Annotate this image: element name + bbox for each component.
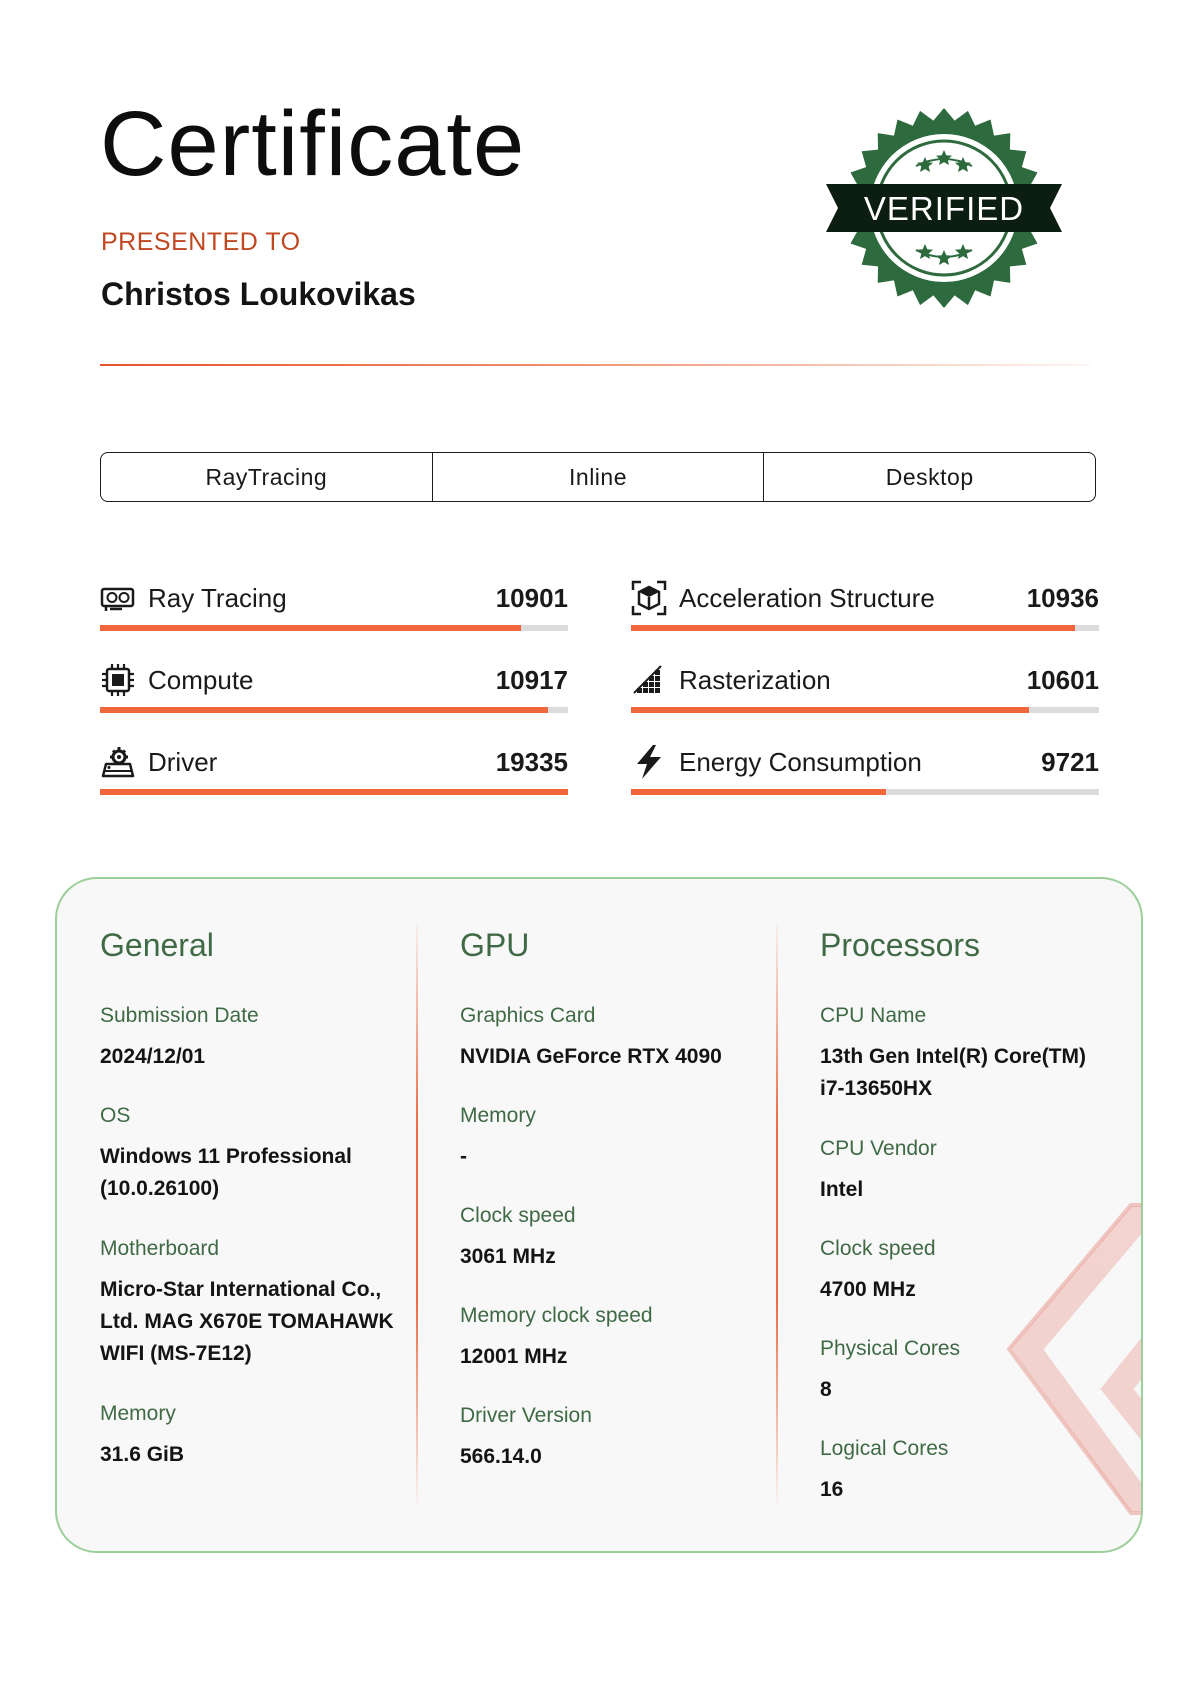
metric-ray-tracing xyxy=(100,580,568,640)
metric-bar-track xyxy=(631,707,1099,713)
memory-clock-speed-value: 12001 MHz xyxy=(460,1345,568,1368)
submission-date-value: 2024/12/01 xyxy=(100,1045,206,1068)
column-separator xyxy=(776,923,778,1503)
verified-seal xyxy=(820,108,1068,308)
metric-driver xyxy=(100,744,568,804)
certificate-title: Certificate xyxy=(100,93,526,195)
metric-rasterization xyxy=(631,662,1099,722)
driver-gear-icon xyxy=(100,744,136,780)
memory-value: 31.6 GiB xyxy=(100,1443,185,1466)
metric-label: Ray Tracing xyxy=(148,583,287,613)
graphics-card-value: NVIDIA GeForce RTX 4090 xyxy=(460,1045,722,1068)
metric-bar-track xyxy=(631,789,1099,795)
submission-date-label: Submission Date xyxy=(100,1004,259,1027)
general-heading: General xyxy=(100,927,214,963)
gpu-clock-speed-value: 3061 MHz xyxy=(460,1245,556,1268)
cube-icon xyxy=(631,580,667,616)
column-separator xyxy=(416,923,418,1503)
metric-label: Rasterization xyxy=(679,665,831,695)
metric-label: Energy Consumption xyxy=(679,747,922,777)
physical-cores-value: 8 xyxy=(820,1378,832,1401)
memory-clock-speed-label: Memory clock speed xyxy=(460,1304,653,1327)
metric-label: Compute xyxy=(148,665,254,695)
system-details-panel xyxy=(55,877,1143,1553)
metric-value: 10601 xyxy=(1026,665,1099,695)
metric-bar-fill xyxy=(631,625,1075,631)
motherboard-value: Micro-Star International Co., Ltd. MAG X670E TOMAHAWK WIFI (MS-7E12) xyxy=(100,1278,394,1365)
tab-desktop[interactable]: Desktop xyxy=(763,453,1095,501)
graphics-card-label: Graphics Card xyxy=(460,1004,596,1027)
gpu-clock-speed-label: Clock speed xyxy=(460,1204,576,1227)
cpu-name-label: CPU Name xyxy=(820,1004,927,1027)
chip-icon xyxy=(100,662,136,698)
metric-bar-track xyxy=(631,625,1099,631)
metric-bar-fill xyxy=(100,625,521,631)
processors-heading: Processors xyxy=(820,927,981,963)
gpu-card-icon xyxy=(100,580,136,616)
metric-bar-fill xyxy=(631,789,886,795)
cpu-vendor-label: CPU Vendor xyxy=(820,1137,937,1160)
raster-grid-icon xyxy=(631,662,667,698)
metric-bar-fill xyxy=(100,707,548,713)
recipient-name: Christos Loukovikas xyxy=(101,276,416,312)
memory-label: Memory xyxy=(100,1402,176,1425)
motherboard-label: Motherboard xyxy=(100,1237,220,1260)
metric-value: 10917 xyxy=(495,665,568,695)
os-value: Windows 11 Professional (10.0.26100) xyxy=(100,1145,352,1200)
metric-compute xyxy=(100,662,568,722)
tab-raytracing[interactable]: RayTracing xyxy=(205,463,328,490)
physical-cores-label: Physical Cores xyxy=(820,1337,961,1360)
driver-version-label: Driver Version xyxy=(460,1404,592,1427)
metric-bar-fill xyxy=(631,707,1029,713)
metric-energy-consumption xyxy=(631,744,1099,804)
tab-inline[interactable]: Inline xyxy=(432,453,764,501)
cpu-vendor-value: Intel xyxy=(820,1178,864,1201)
gpu-heading: GPU xyxy=(460,927,530,963)
presented-to-label: PRESENTED TO xyxy=(101,228,301,256)
metric-value: 19335 xyxy=(495,747,568,777)
lightning-icon xyxy=(631,744,667,780)
benchmark-tabs xyxy=(100,452,1096,502)
metric-bar-fill xyxy=(100,789,568,795)
seal-text: VERIFIED xyxy=(863,190,1025,227)
cpu-name-value: 13th Gen Intel(R) Core(TM) i7-13650HX xyxy=(820,1045,1086,1100)
metric-bar-track xyxy=(100,707,568,713)
cpu-clock-speed-label: Clock speed xyxy=(820,1237,936,1260)
metric-label: Driver xyxy=(148,747,218,777)
os-label: OS xyxy=(100,1104,131,1127)
driver-version-value: 566.14.0 xyxy=(460,1445,542,1468)
metric-bar-track xyxy=(100,625,568,631)
cpu-clock-speed-value: 4700 MHz xyxy=(820,1278,916,1301)
gpu-memory-label: Memory xyxy=(460,1104,536,1127)
logical-cores-value: 16 xyxy=(820,1478,844,1501)
header-divider xyxy=(100,364,1090,366)
metric-value: 10901 xyxy=(495,583,568,613)
metric-bar-track xyxy=(100,789,568,795)
brand-watermark-logo xyxy=(987,1199,1143,1519)
logical-cores-label: Logical Cores xyxy=(820,1437,949,1460)
gpu-memory-value: - xyxy=(460,1145,467,1168)
metric-value: 9721 xyxy=(1041,747,1099,777)
metric-acceleration-structure xyxy=(631,580,1099,640)
metric-label: Acceleration Structure xyxy=(679,583,935,613)
metric-value: 10936 xyxy=(1026,583,1099,613)
